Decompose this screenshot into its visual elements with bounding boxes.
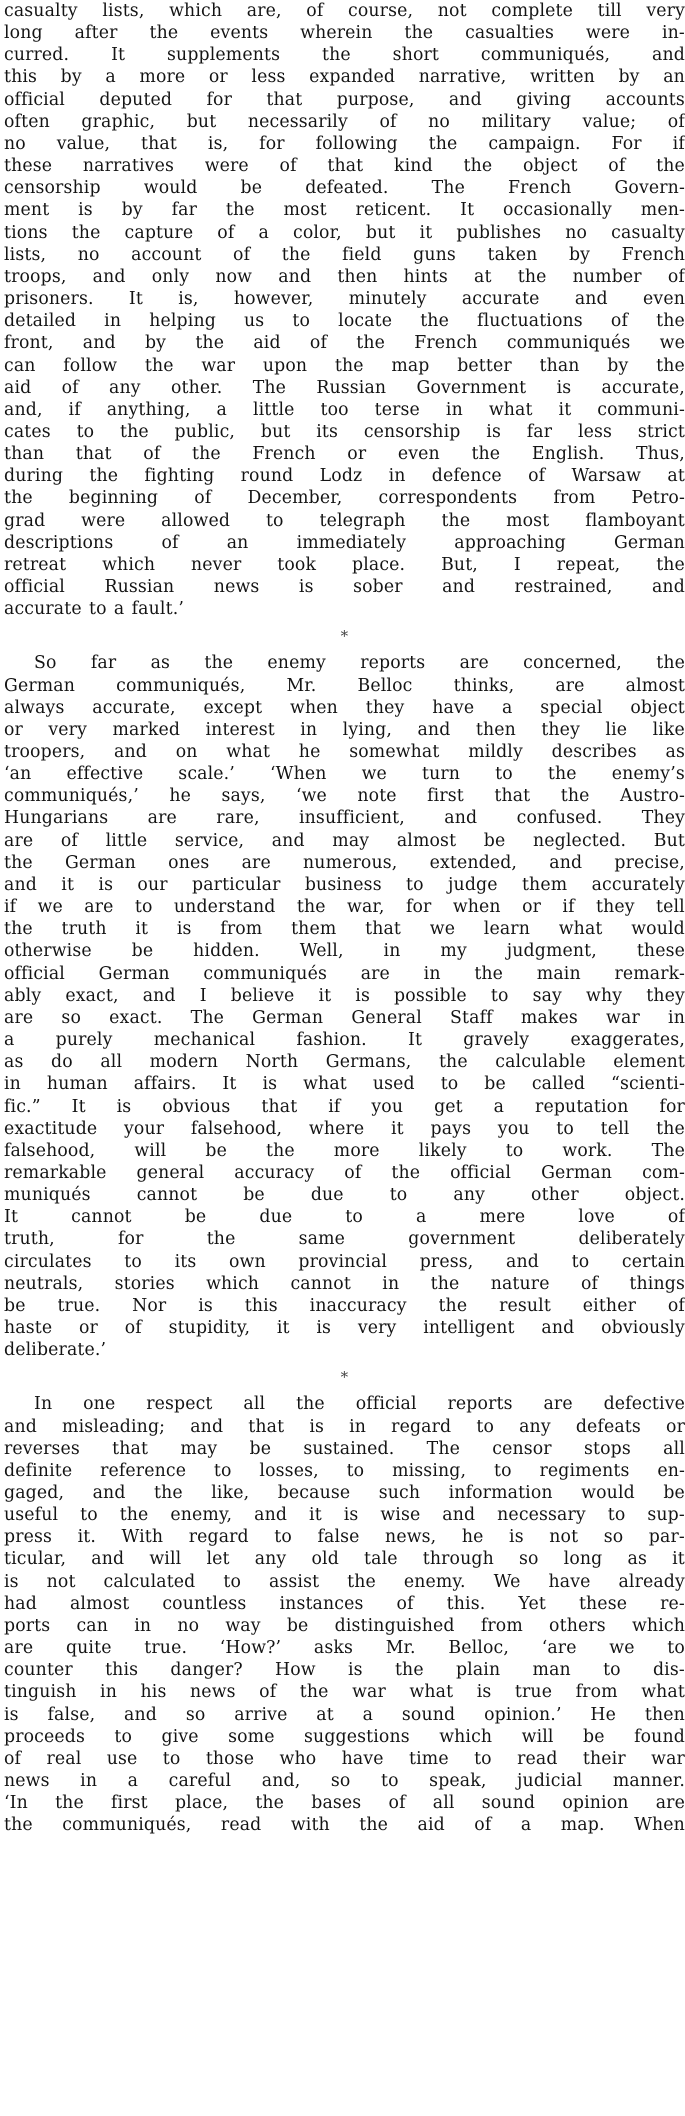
text-line: during the fighting round Lodz in defence of Warsaw at	[4, 466, 685, 487]
text-line: a purely mechanical fashion. It gravely exaggerates,	[4, 1030, 685, 1051]
text-line: accurate to a fault.’	[4, 599, 184, 620]
text-line: and misleading; and that is in regard to any defeats or	[4, 1416, 685, 1437]
text-line: ment is by far the most reticent. It occasionally men-	[4, 200, 685, 221]
text-line: counter this danger? How is the plain man to dis-	[4, 1660, 685, 1681]
text-line: cates to the public, but its censorship is far less strict	[4, 421, 685, 442]
text-line: remarkable general accuracy of the official German com-	[4, 1162, 685, 1183]
text-line: always accurate, except when they have a special object	[4, 697, 685, 718]
text-line: fic.” It is obvious that if you get a reputation for	[4, 1096, 685, 1117]
paragraph-casualty-lists	[4, 0, 685, 620]
text-line: neutrals, stories which cannot in the nature of things	[4, 1273, 685, 1294]
text-line: troops, and only now and then hints at the number of	[4, 266, 685, 287]
text-line: censorship would be defeated. The French Govern-	[4, 178, 685, 199]
section-divider-asterisk: *	[340, 1368, 349, 1387]
text-line: in human affairs. It is what used to be called “scienti-	[4, 1074, 685, 1095]
text-line: curred. It supplements the short communiqués, and	[4, 45, 685, 66]
text-line: if we are to understand the war, for when or if they tell	[4, 897, 685, 918]
text-line: reverses that may be sustained. The censor stops all	[4, 1438, 685, 1459]
text-line: ‘an effective scale.’ ‘When we turn to the enemy’s	[4, 764, 685, 785]
text-line: ably exact, and I believe it is possible to say why they	[4, 985, 685, 1006]
text-line: as do all modern North Germans, the calculable element	[4, 1052, 685, 1073]
text-line: the German ones are numerous, extended, and precise,	[4, 852, 685, 873]
text-line: proceeds to give some suggestions which will be found	[4, 1726, 685, 1747]
text-line: troopers, and on what he somewhat mildly describes as	[4, 742, 685, 762]
text-line: casualty lists, which are, of course, not complete till very	[4, 1, 685, 21]
text-line: news in a careful and, so to speak, judicial manner.	[4, 1771, 685, 1792]
text-line: these narratives were of that kind the object of the	[4, 156, 685, 177]
text-line: official Russian news is sober and restrained, and	[4, 577, 685, 598]
text-line: Hungarians are rare, insufficient, and confused. They	[4, 808, 685, 829]
paragraph-enemy-reports	[4, 652, 685, 1361]
text-line: falsehood, will be the more likely to work. The	[4, 1140, 685, 1161]
text-line: prisoners. It is, however, minutely accurate and even	[4, 289, 685, 310]
text-line: ‘In the first place, the bases of all sound opinion are	[4, 1793, 685, 1814]
text-line: gaged, and the like, because such information would be	[4, 1483, 685, 1503]
text-line: lists, no account of the field guns taken by French	[4, 244, 685, 265]
text-line: no value, that is, for following the campaign. For if	[4, 133, 685, 154]
text-line: otherwise be hidden. Well, in my judgment, these	[4, 941, 685, 962]
text-line: the beginning of December, correspondents from Petro-	[4, 488, 685, 509]
text-line: the communiqués, read with the aid of a map. When	[4, 1815, 685, 1836]
text-line: front, and by the aid of the French communiqués we	[4, 333, 685, 354]
text-line: tions the capture of a color, but it publishes no casualty	[4, 222, 685, 243]
text-line: this by a more or less expanded narrative, written by an	[4, 67, 685, 88]
text-line: are of little service, and may almost be neglected. But	[4, 830, 685, 851]
text-line: tinguish in his news of the war what is true from what	[4, 1682, 685, 1703]
text-line: aid of any other. The Russian Government is accurate,	[4, 377, 685, 398]
text-line: retreat which never took place. But, I repeat, the	[4, 554, 685, 575]
text-line: can follow the war upon the map better than by the	[4, 355, 685, 376]
text-line: press it. With regard to false news, he is not so par-	[4, 1527, 685, 1548]
text-line: circulates to its own provincial press, and to certain	[4, 1251, 685, 1272]
text-line: grad were allowed to telegraph the most flamboyant	[4, 510, 685, 531]
text-line: communiqués,’ he says, ‘we note first that the Austro-	[4, 786, 685, 807]
text-line: ports can in no way be distinguished from others which	[4, 1615, 685, 1636]
text-line: truth, for the same government deliberately	[4, 1229, 685, 1250]
text-line: is not calculated to assist the enemy. We have already	[4, 1571, 685, 1592]
paragraph-official-reports-defective	[4, 1393, 685, 1836]
text-line: and it is our particular business to judge them accurately	[4, 874, 685, 895]
text-line: are so exact. The German General Staff makes war in	[4, 1007, 685, 1028]
text-line: detailed in helping us to locate the fluctuations of the	[4, 311, 685, 332]
text-line: useful to the enemy, and it is wise and necessary to sup-	[4, 1505, 685, 1526]
text-line: ticular, and will let any old tale through so long as it	[4, 1549, 685, 1570]
text-line: of real use to those who have time to read their war	[4, 1748, 685, 1769]
text-line: long after the events wherein the casualties were in-	[4, 23, 685, 44]
text-line: So far as the enemy reports are concerned, the	[34, 653, 685, 674]
text-line: often graphic, but necessarily of no military value; of	[4, 111, 685, 132]
text-line: are quite true. ‘How?’ asks Mr. Belloc, ‘are we to	[4, 1638, 685, 1659]
text-line: It cannot be due to a mere love of	[4, 1207, 685, 1228]
text-line: the truth it is from them that we learn what would	[4, 919, 685, 940]
text-line: official German communiqués are in the main remark-	[4, 963, 685, 984]
text-line: In one respect all the official reports are defective	[34, 1394, 685, 1415]
text-line: is false, and so arrive at a sound opinion.’ He then	[4, 1704, 685, 1725]
section-divider-asterisk: *	[340, 627, 349, 646]
text-line: official deputed for that purpose, and giving accounts	[4, 89, 685, 110]
text-line: than that of the French or even the English. Thus,	[4, 444, 685, 465]
text-line: descriptions of an immediately approaching German	[4, 532, 685, 553]
text-line: deliberate.’	[4, 1340, 107, 1361]
text-line: exactitude your falsehood, where it pays you to tell the	[4, 1118, 685, 1139]
text-line: and, if anything, a little too terse in what it communi-	[4, 399, 685, 420]
text-line: had almost countless instances of this. Yet these re-	[4, 1593, 685, 1614]
text-line: be true. Nor is this inaccuracy the result either of	[4, 1295, 685, 1316]
text-line: German communiqués, Mr. Belloc thinks, are almost	[4, 675, 685, 696]
text-line: definite reference to losses, to missing, to regiments en-	[4, 1460, 685, 1481]
text-line: or very marked interest in lying, and then they lie like	[4, 719, 685, 740]
text-line: muniqués cannot be due to any other object.	[4, 1185, 685, 1206]
text-line: haste or of stupidity, it is very intelligent and obviously	[4, 1318, 685, 1339]
